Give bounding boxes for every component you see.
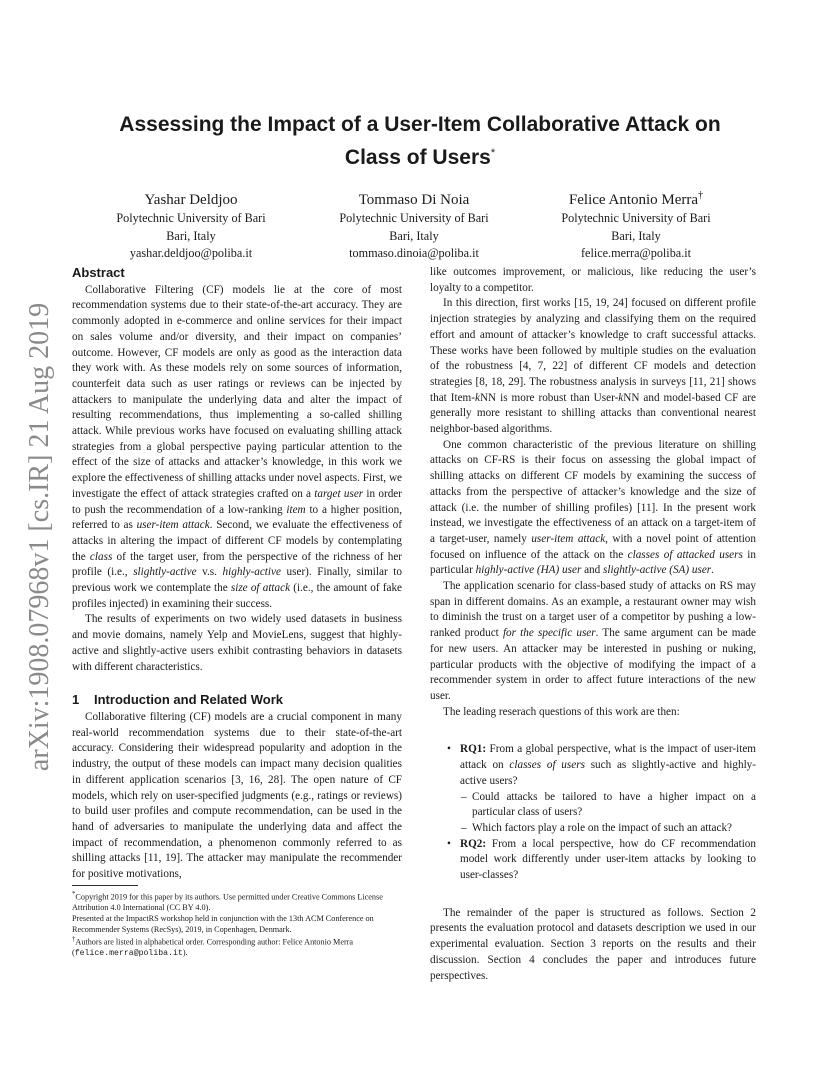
title-line-2-text: Class of Users — [344, 146, 491, 169]
footnote-1 — [72, 890, 402, 914]
emphasis: user-item attack — [136, 519, 210, 532]
right-column — [430, 265, 756, 984]
footnotes — [72, 890, 402, 960]
text-run: Collaborative Filtering (CF) models lie at the core of most recommendation systems due to their state-of-the-art accuracy. They are commonly adopted in e-commerce and online services for their impact on sales volume and/or diversity, and their impact on companies’ outcome. However, CF models are only as good as the interaction data they work with. As these models rely on some sources of information, counterfeit data such as user ratings or reviews can be injected by attackers to manipulate the underlying data and alter the impact of resulting recommendations, thus implementing a so-called shilling attack. While previous works have focused on evaluating shilling attack strategies from a global perspective paying particular attention to the effect of the size of attacks and attacker’s knowledge, in this work we explore the effectiveness of shilling attacks under novel aspects. First, we investigate the effect of attack strategies crafted on a — [72, 283, 402, 500]
author-2 — [304, 186, 524, 263]
emphasis: slightly-active — [133, 566, 197, 579]
author-email: tommaso.dinoia@poliba.it — [349, 246, 479, 261]
text-run: NN and model-based CF are generally more resistant to shilling attacks than conventional nearest neighbor-based algorithms. — [430, 391, 756, 436]
text-run: , with a novel point of attention focused on influence of the attack on the — [430, 532, 756, 561]
emphasis: k — [618, 391, 624, 404]
text-run: of the target user, from the perspective of the richness of her profile (i.e., — [72, 550, 403, 579]
author-affiliation: Polytechnic University of Bari — [561, 211, 711, 225]
text-run: (i.e., the amount of fake profiles injected) in examining their success. — [72, 582, 402, 610]
list-item-rq2 — [460, 837, 756, 884]
footnote-3 — [72, 935, 402, 960]
list-item: – Which factors play a role on the impact of such an attack? — [472, 821, 756, 837]
list-item-rq1 — [460, 742, 756, 836]
list-item: – Could attacks be tailored to have a higher impact on a particular class of users? — [472, 790, 756, 821]
author-name: Felice Antonio Merra — [568, 192, 699, 208]
author-3 — [526, 186, 746, 263]
left-column — [72, 265, 402, 883]
section-number: 1 — [72, 692, 80, 708]
intro-paragraph-5: The leading reserach questions of this work are then: — [443, 705, 680, 718]
intro-paragraph-3 — [430, 438, 756, 579]
intro-paragraph-4 — [430, 579, 756, 705]
text-run: v.s. — [196, 566, 223, 579]
emphasis: for the specific user — [502, 627, 596, 640]
arxiv-side-stamp: arXiv:1908.07968v1 [cs.IR] 21 Aug 2019 — [24, 302, 55, 772]
footnote-rule — [72, 885, 138, 886]
emphasis: k — [474, 391, 480, 404]
rq-label: RQ2: — [460, 837, 487, 850]
text-run: . The same argument can be made for new users. An attacker may be interested in pushing or nuking, particular products with the objective of modifying the impact of a recommender system in order to affect future interactions of the new user. — [430, 627, 756, 702]
author-name: Yashar Deldjoo — [144, 192, 238, 208]
emphasis: slightly-active (SA) user — [603, 564, 712, 577]
footnote-2: Presented at the ImpactRS workshop held in conjunction with the 13th ACM Conference on Recommender Systems (RecSys), 2019, in Copenhagen, Denmark. — [72, 913, 374, 934]
title-line-1: Assessing the Impact of a User-Item Collaborative Attack on — [119, 113, 721, 136]
author-email: felice.merra@poliba.it — [580, 246, 692, 261]
footnote-text: Copyright 2019 for this paper by its authors. Use permitted under Creative Commons License Attribution 4.0 International (CC BY 4.0). — [72, 892, 383, 913]
footnote-email: felice.merra@poliba.it — [74, 949, 183, 959]
footnote-mark: * — [72, 891, 76, 898]
author-affiliation: Polytechnic University of Bari — [116, 211, 266, 225]
footnote-text: ). — [182, 948, 188, 958]
author-name: Tommaso Di Noia — [358, 192, 470, 208]
author-location: Bari, Italy — [166, 228, 216, 243]
intro-paragraph-continued: like outcomes improvement, or malicious, like reducing the user’s loyalty to a competitor. — [430, 266, 756, 294]
abstract-paragraph-1 — [72, 283, 402, 613]
emphasis: class — [89, 550, 113, 563]
footnote-mark: † — [72, 936, 76, 944]
intro-paragraph-1: Collaborative filtering (CF) models are a crucial component in many real-world recommendation systems due to their state-of-the-art accuracy. Considering their widespread popularity and adoption in the industry, the output of these models can impact many decision qualities in different application scenarios [3, 16, 28]. The open nature of CF models, which rely on user-specified judgments (e.g., ratings or reviews) to build user profiles and compute recommendation, can be used in the hand of adversaries to manipulate the underlying data and affect the impact of recommendation, a phenomenon commonly referred to as shilling attacks [11, 19]. The attacker may manipulate the recommender for positive motivations, — [72, 710, 402, 881]
text-run: in particular — [430, 548, 756, 577]
section-title: Introduction and Related Work — [94, 692, 283, 708]
footnote-text: Authors are listed in alphabetical order. Corresponding author: Felice Antonio Merra ( — [72, 937, 354, 958]
text-run: The application scenario for class-based study of attacks on RS may span in different domains. As an example, a restaurant owner may wish to diminish the trust on a target user of a competitor by pushing a low-ranked product — [430, 580, 756, 640]
intro-paragraph-2 — [430, 296, 756, 437]
text-run: to a higher position, referred to as — [72, 503, 402, 532]
abstract-paragraph-2: The results of experiments on two widely used datasets in business and movie domains, namely Yelp and MovieLens, suggest that highly-active and slightly-active users exhibit contrasting behaviors in datasets with different characteristics. — [72, 613, 402, 673]
text-run: NN is more robust than User- — [479, 391, 619, 404]
emphasis: highly-active — [222, 566, 281, 579]
author-affiliation: Polytechnic University of Bari — [339, 211, 489, 225]
title-footnote-mark: * — [490, 147, 496, 159]
author-location: Bari, Italy — [389, 228, 439, 243]
author-location: Bari, Italy — [611, 228, 661, 243]
emphasis: classes of attacked users — [627, 548, 743, 561]
rq1-sublist — [460, 790, 756, 837]
rq-label: RQ1: — [460, 743, 487, 756]
text-run: One common characteristic of the previous literature on shilling attacks on CF-RS is their focus on assessing the global impact of shilling attacks on different CF models by examining the success of attacks from the perspective of attacker’s knowledge and the size of attack (i.e. the number of shilling profiles) [11]. In the present work instead, we investigate the effectiveness of an attack on a target-item of a target-user, namely — [430, 438, 756, 545]
text-run: and — [581, 564, 604, 577]
text-run: In this direction, first works [15, 19, 24] focused on different profile injection strategies by analyzing and classifying them on the required effort and amount of attacker’s knowledge to craft successful attacks. These works have been followed by multiple studies on the evaluation of the robustness [4, 7, 22] of different CF models and detection strategies [8, 18, 29]. The robustness analysis in surveys [11, 21] shows that Item- — [430, 297, 756, 404]
title-line-2 — [70, 139, 770, 172]
section-heading — [72, 692, 402, 708]
paper-title — [70, 111, 770, 172]
text-run: From a local perspective, how do CF recommendation model work differently under user-item attacks by looking to user-classes? — [460, 837, 756, 882]
text-run: From a global perspective, what is the impact of user-item attack on — [460, 743, 756, 772]
author-email: yashar.deldjoo@poliba.it — [129, 246, 253, 261]
emphasis: user-item attack — [531, 532, 606, 545]
emphasis: item — [286, 503, 306, 516]
text-run: such as slightly-active and highly-active users? — [460, 759, 756, 787]
intro-paragraph-6: The remainder of the paper is structured as follows. Section 2 presents the evaluation protocol and datasets description we used in our experimental evaluation. Section 3 reports on the results and their discussion. Section 4 concludes the paper and introduces future perspectives. — [430, 906, 756, 982]
emphasis: size of attack — [230, 582, 291, 595]
text-run: user). Finally, similar to previous work we contemplate the — [72, 566, 402, 595]
author-1 — [81, 186, 301, 263]
abstract-heading: Abstract — [72, 265, 125, 280]
emphasis: target user — [314, 487, 364, 500]
emphasis: classes of users — [509, 759, 585, 772]
research-questions-list — [430, 742, 756, 883]
emphasis: highly-active (HA) user — [475, 564, 582, 577]
text-run: . Second, we evaluate the effectiveness of attacks in altering the impact of different CF models by contemplating the — [72, 519, 402, 563]
author-mark: † — [698, 190, 704, 201]
text-run: . — [711, 564, 714, 577]
text-run: in order to push the recommendation of a low-ranking — [72, 487, 403, 516]
